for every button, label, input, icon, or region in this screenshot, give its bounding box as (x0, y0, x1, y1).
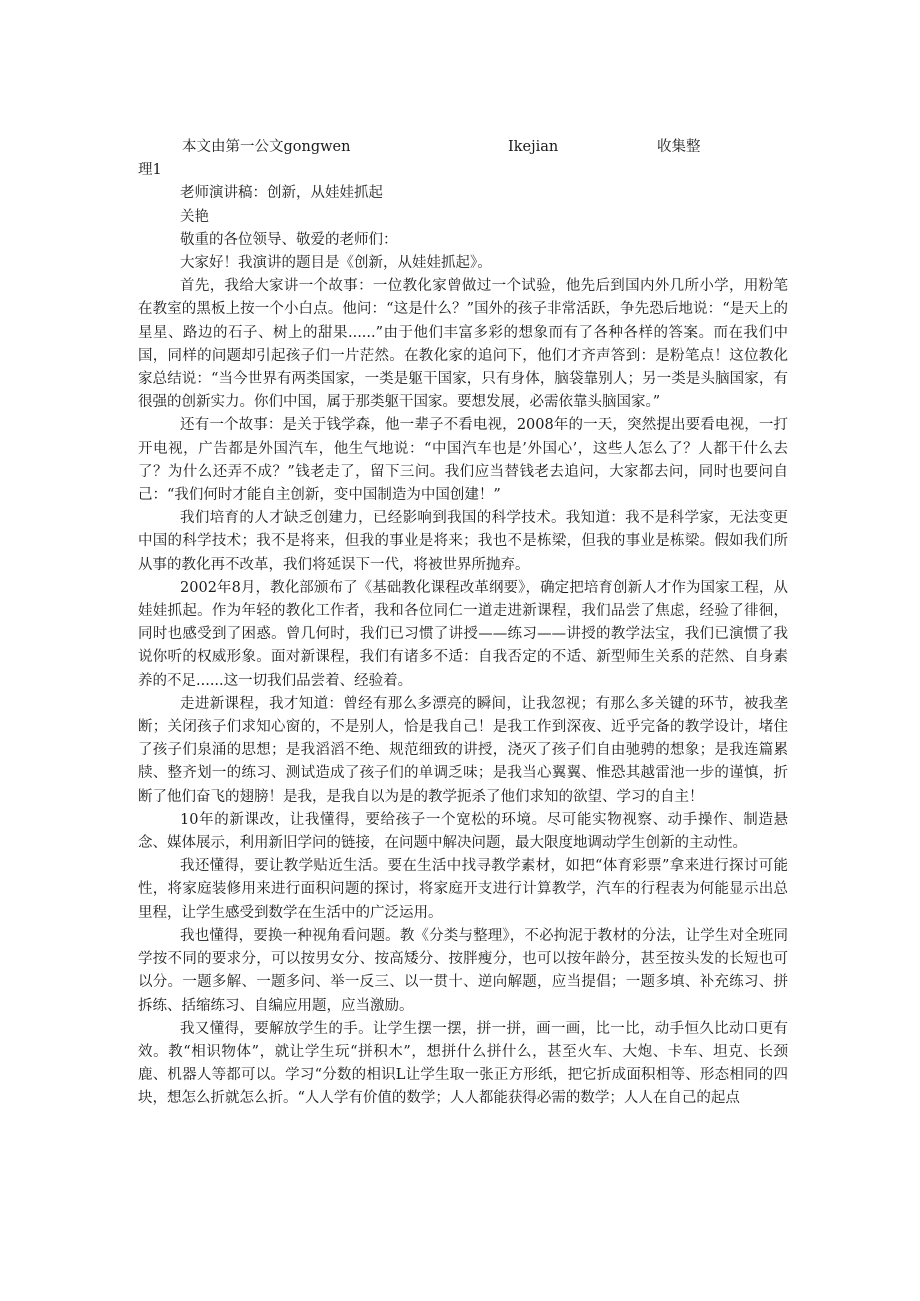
document-title: 老师演讲稿：创新，从娃娃抓起 (180, 185, 384, 202)
paragraph: 我也懂得，要换一种视角看问题。教《分类与整理》，不必拘泥于教材的分法，让学生对全班同学按不同的要求分，可以按男女分、按高矮分、按胖瘦分，也可以按年龄分，甚至按头发的长短也可以分。一题多解、一题多问、举一反三、以一贯十、逆向解题，应当提倡；一题多填、补充练习、拼拆练、括缩练习、自编应用题，应当激励。 (138, 927, 788, 1014)
source-header-part1: 本文由第一公文gongwen (182, 139, 351, 155)
paragraph: 2002年8月，教化部颁布了《基础教化课程改革纲要》，确定把培育创新人才作为国家工程，从娃娃抓起。作为年轻的教化工作者，我和各位同仁一道走进新课程，我们品尝了焦虑，经验了徘徊，同时也感受到了困惑。曾几何时，我们已习惯了讲授——练习——讲授的教学法宝，我们已演惯了我说你听的权威形象。面对新课程，我们有诸多不适：自我否定的不适、新型师生关系的茫然、自身素养的不足......这一切我们品尝着、经验着。 (138, 579, 788, 689)
author-name: 关艳 (180, 208, 210, 225)
document-body (138, 136, 788, 1111)
paragraph: 我们培育的人才缺乏创建力，已经影响到我国的科学技术。我知道：我不是科学家，无法变更中国的科学技术；我不是将来，但我的事业是将来；我也不是栋梁，但我的事业是栋梁。假如我们所从事的教化再不改革，我们将延误下一代，将被世界所抛弃。 (138, 510, 788, 573)
paragraph: 10年的新课改，让我懂得，要给孩子一个宽松的环境。尽可能实物视察、动手操作、制造悬念、媒体展示，利用新旧学问的链接，在问题中解决问题，最大限度地调动学生创新的主动性。 (138, 811, 788, 852)
paragraph: 我又懂得，要解放学生的手。让学生摆一摆，拼一拼，画一画，比一比，动手恒久比动口更有效。教“相识物体”，就让学生玩“拼积木”，想拼什么拼什么，甚至火车、大炮、卡车、坦克、长颈鹿、机器人等都可以。学习“分数的相识L让学生取一张正方形纸，把它折成面积相等、形态相同的四块，想怎么折就怎么折。“人人学有价值的数学；人人都能获得必需的数学；人人在自己的起点 (138, 1020, 788, 1107)
source-header-continuation: 理1 (138, 162, 162, 179)
source-header-part3: 收集整 (657, 139, 701, 155)
paragraph: 大家好！我演讲的题目是《创新，从娃娃抓起》。 (180, 255, 492, 271)
paragraph: 还有一个故事：是关于钱学森，他一辈子不看电视，2008年的一天，突然提出要看电视，一打开电视，广告都是外国汽车，他生气地说：“中国汽车也是’外国心’，这些人怎么了？人都干什么去了？为什么还弄不成？”钱老走了，留下三问。我们应当替钱老去追问，大家都去问，同时也要问自己：“我们何时才能自主创新，变中国制造为中国创建！” (138, 417, 788, 504)
source-header-part2: Ikejian (508, 139, 559, 155)
source-header (138, 136, 788, 159)
paragraph: 我还懂得，要让教学贴近生活。要在生活中找寻教学素材，如把“体育彩票”拿来进行探讨可能性，将家庭装修用来进行面积问题的探讨，将家庭开支进行计算教学，汽车的行程表为何能显示出总里程，让学生感受到数学在生活中的广泛运用。 (138, 858, 788, 921)
paragraph: 首先，我给大家讲一个故事：一位教化家曾做过一个试验，他先后到国内外几所小学，用粉笔在教室的黑板上按一个小白点。他问：“这是什么？”国外的孩子非常活跃，争先恐后地说：“是天上的星星、路边的石子、树上的甜果......”由于他们丰富多彩的想象而有了各种各样的答案。而在我们中国，同样的问题却引起孩子们一片茫然。在教化家的追问下，他们才齐声答到：是粉笔点！这位教化家总结说：“当今世界有两类国家，一类是躯干国家，只有身体，脑袋靠别人；另一类是头脑国家，有很强的创新实力。你们中国，属于那类躯干国家。要想发展，必需依靠头脑国家。” (138, 278, 788, 411)
paragraph: 走进新课程，我才知道：曾经有那么多漂亮的瞬间，让我忽视；有那么多关键的环节，被我垄断；关闭孩子们求知心窗的，不是别人，恰是我自己！是我工作到深夜、近乎完备的教学设计，堵住了孩子们泉涌的思想；是我滔滔不绝、规范细致的讲授，浇灭了孩子们自由驰骋的想象；是我连篇累牍、整齐划一的练习、测试造成了孩子们的单调乏味；是我当心翼翼、惟恐其越雷池一步的谨慎，折断了他们奋飞的翅膀！是我，是我自以为是的教学扼杀了他们求知的欲望、学习的自主！ (138, 695, 788, 805)
salutation: 敬重的各位领导、敬爱的老师们： (180, 231, 398, 248)
